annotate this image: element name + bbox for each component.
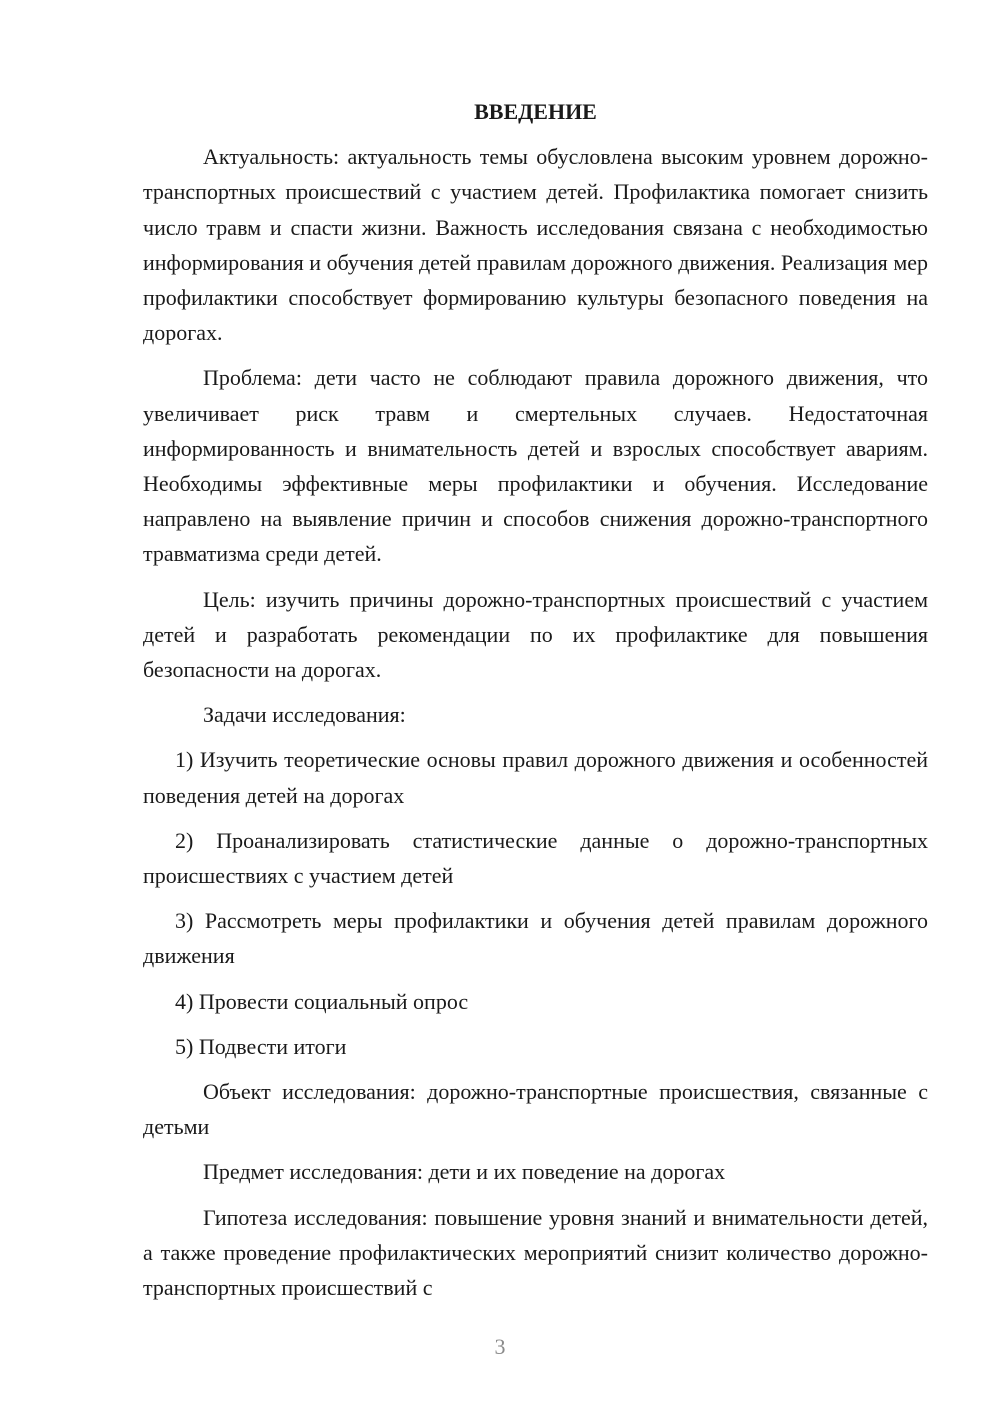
paragraph-object: Объект исследования: дорожно-транспортные происшествия, связанные с детьми [143, 1079, 928, 1140]
task-item-4: 4) Провести социальный опрос [175, 988, 469, 1014]
document-page [143, 94, 928, 1315]
task-item-1: 1) Изучить теоретические основы правил дорожного движения и особенностей поведения детей на дорогах [143, 747, 928, 808]
page-title: ВВЕДЕНИЕ [474, 99, 597, 124]
task-item-2: 2) Проанализировать статистические данные о дорожно-транспортных происшествиях с участием детей [143, 827, 928, 889]
page-number: 3 [494, 1334, 506, 1359]
paragraph-hypothesis: Гипотеза исследования: повышение уровня знаний и внимательности детей, а также проведение профилактических мероприятий снизит количество дорожно-транспортных происшествий с [143, 1204, 928, 1301]
paragraph-goal: Цель: изучить причины дорожно-транспортных происшествий с участием детей и разработать рекомендации по их профилактике для повышения безопасности на дорогах. [143, 586, 928, 683]
task-item-5: 5) Подвести итоги [175, 1033, 347, 1059]
paragraph-subject: Предмет исследования: дети и их поведение на дорогах [203, 1159, 726, 1185]
paragraph-relevance: Актуальность: актуальность темы обусловлена высоким уровнем дорожно-транспортных происшествий с участием детей. Профилактика помогает снизить число травм и спасти жизни. Важность исследования связана с необходимостью информирования и обучения детей правилам дорожного движения. Реализация мер профилактики способствует формированию культуры безопасного поведения на дорогах. [143, 144, 928, 346]
tasks-heading: Задачи исследования: [203, 702, 406, 728]
paragraph-problem: Проблема: дети часто не соблюдают правила дорожного движения, что увеличивает риск травм и смертельных случаев. Недостаточная информированность и внимательность детей и взрослых способствует авариям. Необходимы эффективные меры профилактики и обучения. Исследование направлено на выявление причин и способов снижения дорожно-транспортного травматизма среди детей. [143, 365, 928, 567]
task-item-3: 3) Рассмотреть меры профилактики и обучения детей правилам дорожного движения [143, 908, 928, 969]
